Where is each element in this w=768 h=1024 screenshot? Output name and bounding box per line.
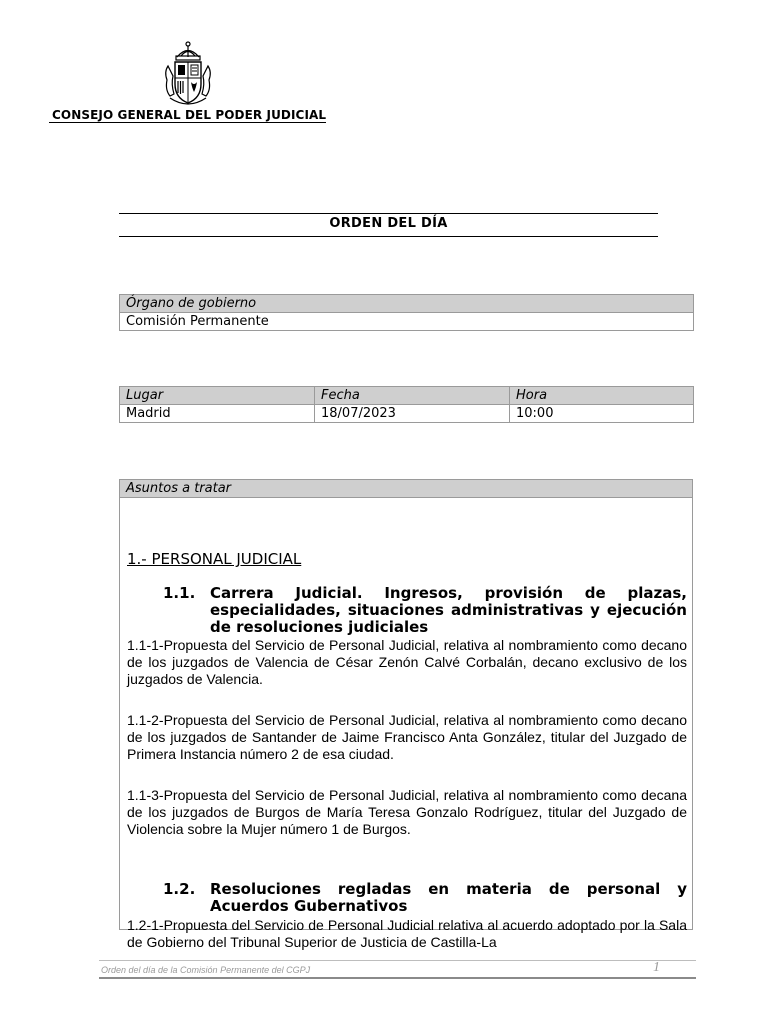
document-title: ORDEN DEL DÍA	[329, 216, 448, 231]
governing-body-label: Órgano de gobierno	[120, 295, 694, 313]
governing-body-table	[119, 294, 694, 331]
footer-text: Orden del día de la Comisión Permanente del CGPJ	[101, 965, 311, 975]
subsection-number: 1.2.	[163, 880, 196, 898]
title-rule-top	[119, 213, 658, 214]
place-value: Madrid	[120, 405, 315, 423]
organization-name: CONSEJO GENERAL DEL PODER JUDICIAL	[52, 108, 327, 122]
footer-rule-top	[99, 960, 696, 961]
place-label: Lugar	[120, 387, 315, 405]
agenda-items-box	[119, 479, 693, 950]
agenda-items-label: Asuntos a tratar	[120, 480, 692, 498]
meeting-details-table	[119, 386, 694, 423]
footer-rule-bottom	[99, 977, 696, 979]
agenda-item: 1.1-1-Propuesta del Servicio de Personal Judicial, relativa al nombramiento como decano de los juzgados de Valencia de César Zenón Calvé Corbalán, decano exclusivo de los juzgados de Valencia.	[127, 637, 687, 687]
agenda-item: 1.1-3-Propuesta del Servicio de Personal Judicial, relativa al nombramiento como decana de los juzgados de Burgos de María Teresa Gonzalo Rodríguez, titular del Juzgado de Violencia sobre la Mujer número 1 de Burgos.	[127, 787, 687, 837]
agenda-item: 1.2-1-Propuesta del Servicio de Personal Judicial relativa al acuerdo adoptado por la Sala de Gobierno del Tribunal Superior de Justicia de Castilla-La	[127, 917, 687, 950]
time-value: 10:00	[510, 405, 694, 423]
subsection-title: Resoluciones regladas en materia de personal y Acuerdos Gubernativos	[210, 880, 687, 915]
subsection-heading	[163, 881, 687, 915]
governing-body-value: Comisión Permanente	[120, 313, 694, 331]
page-number: 1	[653, 960, 660, 975]
subsection-heading	[163, 585, 687, 636]
date-value: 18/07/2023	[315, 405, 510, 423]
time-label: Hora	[510, 387, 694, 405]
subsection-number: 1.1.	[163, 584, 196, 602]
date-label: Fecha	[315, 387, 510, 405]
coat-of-arms-icon	[160, 40, 216, 108]
subsection-title: Carrera Judicial. Ingresos, provisión de plazas, especialidades, situaciones administrativas y ejecución de resoluciones judiciales	[210, 584, 687, 636]
organization-underline	[49, 122, 326, 123]
agenda-item: 1.1-2-Propuesta del Servicio de Personal Judicial, relativa al nombramiento como decano de los juzgados de Santander de Jaime Francisco Anta González, titular del Juzgado de Primera Instancia número 2 de esa ciudad.	[127, 712, 687, 762]
section-heading: 1.- PERSONAL JUDICIAL	[127, 550, 302, 568]
title-rule-bottom	[119, 236, 658, 237]
